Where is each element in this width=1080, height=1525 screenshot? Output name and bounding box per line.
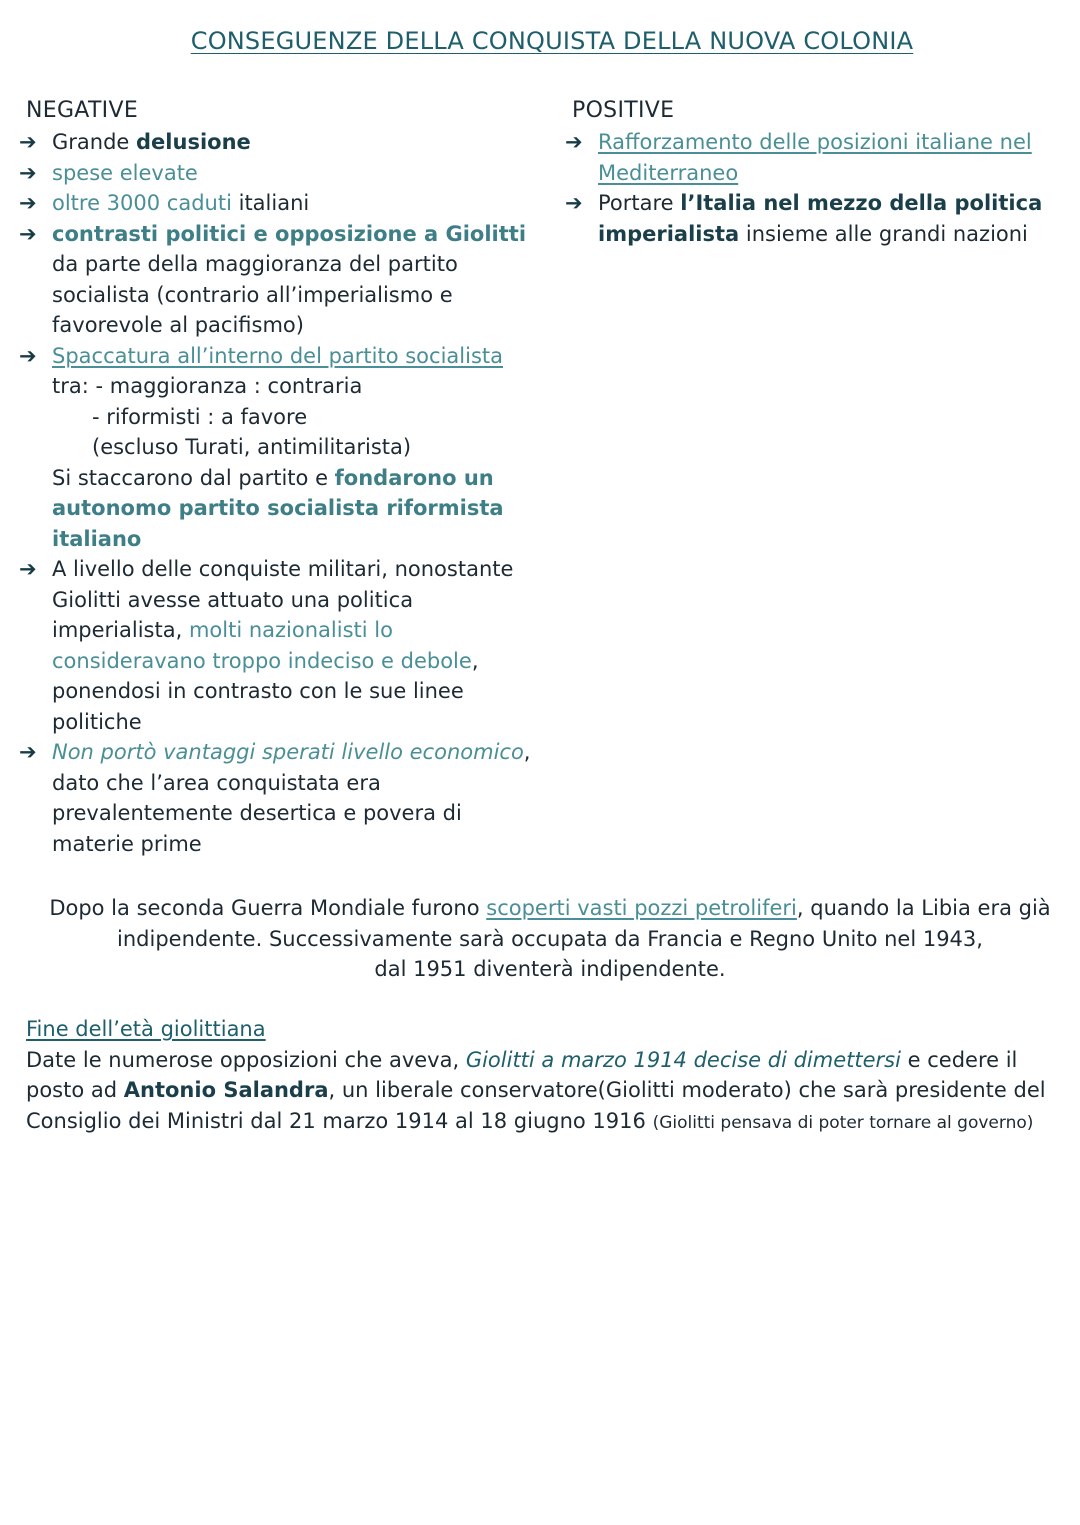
arrow-right-icon: ➔	[19, 740, 37, 764]
text-small: (Giolitti pensava di poter tornare al governo)	[652, 1112, 1034, 1133]
negative-item-delusione	[19, 127, 536, 158]
text: , dato che l’area conquistata era prevalentemente desertica e povera di materie prime	[52, 740, 531, 856]
text-italic: Giolitti a marzo 1914 decise di dimettersi	[465, 1047, 901, 1072]
text-bold-highlight: fondarono un autonomo partito socialista riformista italiano	[52, 465, 504, 551]
section-title: Fine dell’età giolittiana	[26, 1017, 266, 1041]
text-italic: Non portò vantaggi sperati livello economico	[52, 740, 524, 764]
text: e cedere il posto ad	[26, 1047, 1018, 1102]
text-underlined: scoperti vasti pozzi petroliferi	[486, 896, 797, 920]
arrow-right-icon: ➔	[565, 130, 583, 154]
text: , ponendosi in contrasto con le sue linee politiche	[52, 648, 479, 734]
text-underlined: Rafforzamento delle posizioni italiane nel Mediterraneo	[598, 130, 1032, 185]
arrow-right-icon: ➔	[19, 343, 37, 368]
negative-list	[19, 127, 536, 859]
text: dal 1951 diventerà indipendente.	[374, 957, 726, 981]
negative-item-caduti	[19, 188, 536, 219]
text: Grande	[52, 130, 137, 154]
negative-item-spese	[19, 158, 536, 189]
text: Portare	[598, 191, 681, 215]
positive-heading: POSITIVE	[572, 98, 675, 123]
arrow-right-icon: ➔	[19, 557, 37, 581]
sub-line: tra: - maggioranza : contraria	[52, 374, 363, 398]
negative-column	[19, 96, 536, 859]
positive-item-imperialista	[565, 188, 1052, 249]
positive-list	[565, 127, 1052, 249]
arrow-right-icon: ➔	[19, 191, 37, 215]
arrow-right-icon: ➔	[19, 130, 37, 154]
arrow-right-icon: ➔	[19, 221, 37, 246]
text: Dopo la seconda Guerra Mondiale furono	[49, 896, 487, 920]
text-bold: Antonio Salandra	[123, 1078, 329, 1102]
text-highlight: molti nazionalisti lo consideravano troppo indeciso e debole	[52, 618, 472, 673]
negative-item-spaccatura	[19, 341, 536, 555]
sub-line: (escluso Turati, antimilitarista)	[92, 435, 412, 459]
negative-item-contrasti	[19, 219, 536, 341]
text-highlight: spese elevate	[52, 160, 198, 185]
text: italiani	[231, 191, 310, 215]
sub-line: - riformisti : a favore	[92, 404, 308, 429]
libia-paragraph	[20, 893, 1080, 985]
text-underlined: Spaccatura all’interno del partito socialista	[52, 343, 503, 368]
text-bold-highlight: contrasti politici e opposizione a Giolitti	[52, 221, 527, 246]
positive-column	[565, 96, 1052, 249]
text: da parte della maggioranza del partito socialista (contrario all’imperialismo e favorevole al pacifismo)	[52, 252, 458, 337]
negative-heading: NEGATIVE	[26, 98, 139, 123]
text: , un liberale conservatore(Giolitti moderato) che sarà presidente del Consiglio dei Ministri dal 21 marzo 1914 al 18 giugno 1916	[26, 1078, 1046, 1133]
text-highlight: oltre 3000 caduti	[52, 191, 232, 215]
text: A livello delle conquiste militari, nonostante Giolitti avesse attuato una politica imperialista,	[52, 557, 514, 642]
text-bold: l’Italia nel mezzo della politica imperialista	[598, 191, 1043, 246]
negative-item-nazionalisti	[19, 554, 536, 737]
text: Si staccarono dal partito e	[52, 465, 335, 490]
negative-item-vantaggi	[19, 737, 536, 859]
arrow-right-icon: ➔	[565, 191, 583, 215]
fine-eta-giolittiana-section	[26, 1014, 1076, 1138]
page-title: CONSEGUENZE DELLA CONQUISTA DELLA NUOVA COLONIA	[190, 27, 914, 55]
text: Date le numerose opposizioni che aveva,	[26, 1047, 466, 1072]
positive-item-mediterraneo	[565, 127, 1052, 188]
arrow-right-icon: ➔	[19, 160, 37, 185]
text: insieme alle grandi nazioni	[739, 221, 1028, 246]
text-bold: delusione	[136, 130, 251, 154]
text: , quando la Libia era già indipendente. Successivamente sarà occupata da Francia e Regno Unito nel 1943,	[117, 896, 1051, 951]
